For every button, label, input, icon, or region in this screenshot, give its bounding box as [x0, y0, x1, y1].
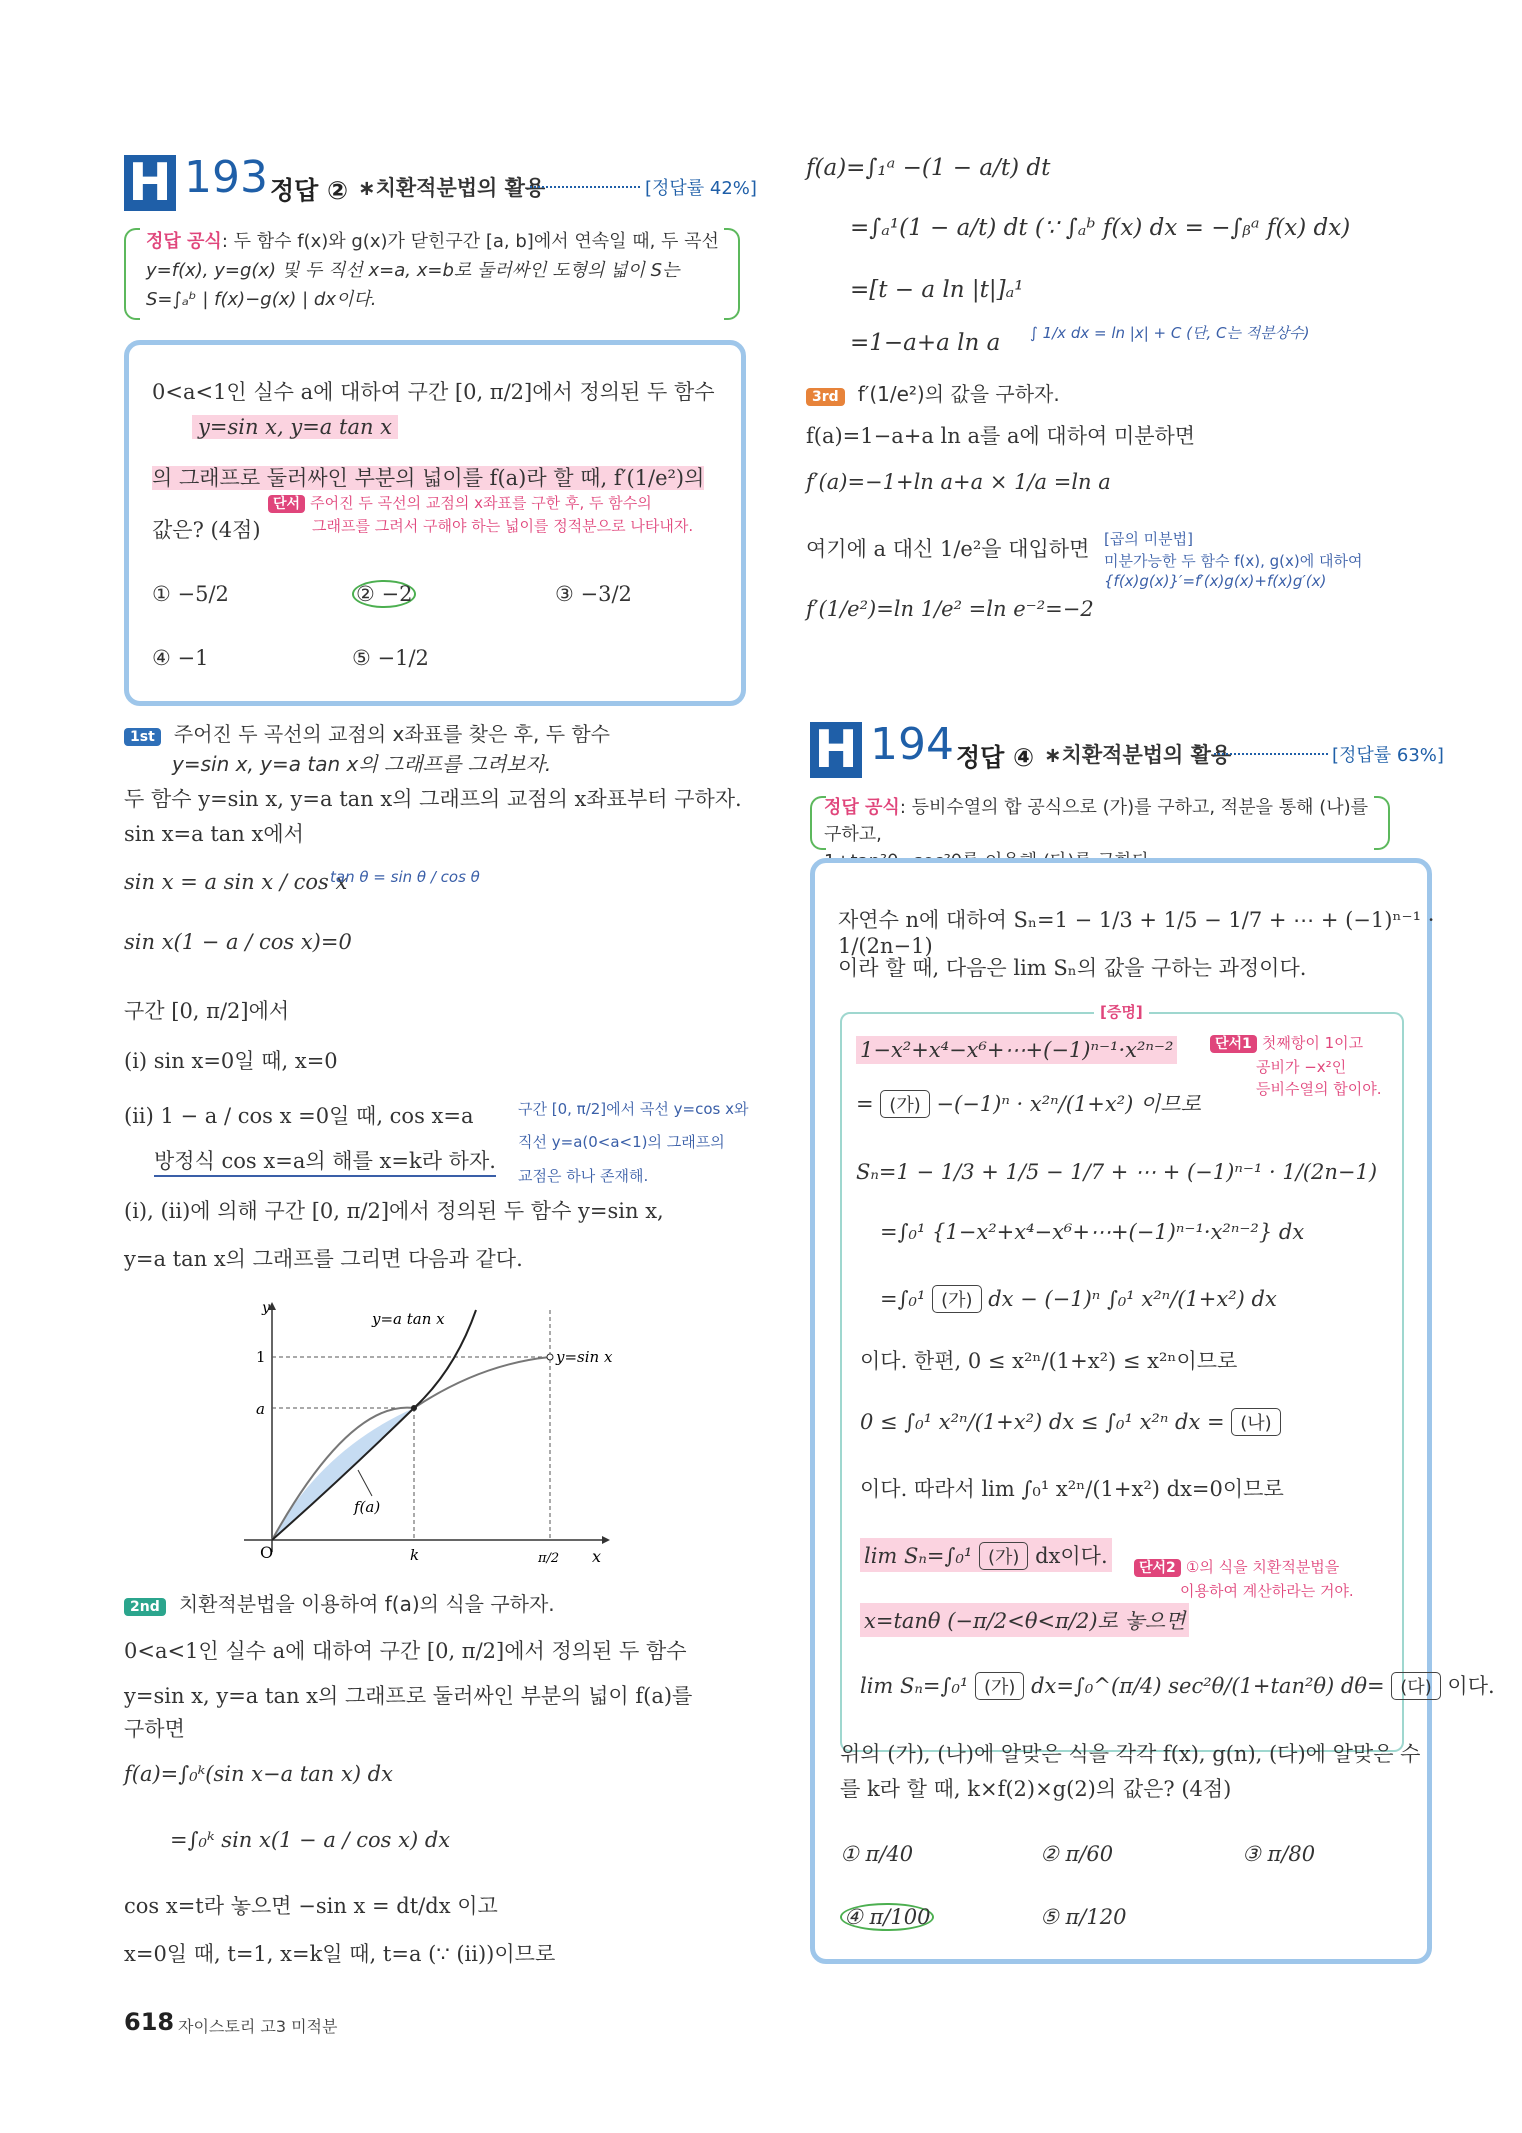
proof-line-7-start: 0 ≤ ∫₀¹ x²ⁿ/(1+x²) dx ≤ ∫₀¹ x²ⁿ dx =	[860, 1410, 1225, 1434]
choice-2-marked: ② −2	[352, 580, 416, 608]
step1-badge: 1st	[124, 728, 161, 746]
choice-194-3[interactable]: ③ π/80	[1242, 1842, 1316, 1866]
step2-title: 치환적분법을 이용하여 f(a)의 식을 구하자.	[178, 1592, 555, 1616]
formula-title-194: 정답 공식	[824, 797, 900, 818]
step1-title-2: y=sin x, y=a tan x의 그래프를 그려보자.	[172, 752, 552, 776]
choice-194-4-marked: ④ π/100	[840, 1903, 934, 1931]
proof-line-11-end: 이다.	[1447, 1674, 1495, 1698]
proof-line-9	[860, 1538, 1112, 1572]
tag1-note-1: 첫째항이 1이고	[1261, 1034, 1364, 1052]
accuracy-rate: [정답률 42%]	[645, 178, 757, 199]
function-graph	[230, 1290, 620, 1570]
problem-label-h: H	[124, 155, 176, 211]
proof-line-11	[860, 1670, 1495, 1700]
question-highlight: 의 그래프로 둘러싸인 부분의 넓이를 f(a)라 할 때, f′(1/e²)의	[152, 466, 705, 490]
step2-header	[124, 1588, 555, 1617]
proof-box	[840, 1012, 1404, 1752]
s2-line-3: 구하면	[124, 1717, 185, 1741]
choice-194-2[interactable]: ② π/60	[1040, 1842, 1114, 1866]
q194-line-1: 자연수 n에 대하여 Sₙ=1 − 1/3 + 1/5 − 1/7 + ⋯ + (−1)ⁿ⁻¹ · 1/(2n−1)	[838, 908, 1435, 958]
s3-line-3: 여기에 a 대신 1/e²을 대입하면	[806, 537, 1090, 561]
s3-note-1: [곱의 미분법]	[1104, 530, 1193, 548]
r-line-3: =[t − a ln |t|]ₐ¹	[850, 277, 1024, 303]
step3-badge: 3rd	[806, 388, 845, 406]
tag1-label: 단서1	[1210, 1035, 1257, 1053]
answer-label: 정답 ②	[270, 176, 349, 205]
s1-line-4: sin x(1 − a / cos x)=0	[124, 930, 352, 954]
s2-line-5: =∫₀ᵏ sin x(1 − a / cos x) dx	[170, 1828, 451, 1852]
s1-line-2: sin x=a tan x에서	[124, 822, 304, 846]
book-title: 자이스토리 고3 미적분	[178, 2017, 338, 2036]
s1-line-6: (i) sin x=0일 때, x=0	[124, 1049, 338, 1073]
s3-note-3: {f(x)g(x)}′=f′(x)g(x)+f(x)g′(x)	[1104, 572, 1327, 590]
formula-line-1-194: : 등비수열의 합 공식으로 (가)를 구하고, 적분을 통해 (나)를 구하고,	[824, 797, 1369, 845]
tag1-note-3: 등비수열의 합이야.	[1256, 1080, 1382, 1098]
proof-line-2	[856, 1088, 1201, 1118]
step2-badge: 2nd	[124, 1598, 166, 1616]
s2-line-1: 0<a<1인 실수 a에 대하여 구간 [0, π/2]에서 정의된 두 함수	[124, 1639, 687, 1663]
area-pointer	[358, 1470, 372, 1496]
proof-line-5-rest: dx − (−1)ⁿ ∫₀¹ x²ⁿ/(1+x²) dx	[988, 1287, 1277, 1311]
question-line-3	[152, 462, 704, 492]
formula-box-left	[124, 228, 140, 320]
problem-number-194: 194	[870, 719, 954, 770]
formula-title: 정답 공식	[146, 231, 222, 252]
accuracy-rate-194: [정답률 63%]	[1332, 745, 1444, 766]
formula-text	[146, 227, 726, 314]
proof-line-4: =∫₀¹ {1−x²+x⁴−x⁶+⋯+(−1)ⁿ⁻¹·x²ⁿ⁻²} dx	[880, 1220, 1305, 1244]
r-line-1: f(a)=∫₁ᵃ −(1 − a/t) dt	[806, 155, 1051, 181]
step3-title: f′(1/e²)의 값을 구하자.	[857, 382, 1060, 406]
question-line-1: 0<a<1인 실수 a에 대하여 구간 [0, π/2]에서 정의된 두 함수	[152, 380, 715, 404]
tag2	[1134, 1556, 1339, 1577]
graph-sin-label: y=sin x	[556, 1348, 613, 1366]
clue-note-1: 주어진 두 곡선의 교점의 x좌표를 구한 후, 두 함수의	[310, 494, 652, 512]
s1-line-10: y=a tan x의 그래프를 그리면 다음과 같다.	[124, 1247, 523, 1271]
clue-note-2: 그래프를 그려서 구해야 하는 넓이를 정적분으로 나타내자.	[312, 517, 694, 535]
s1-line-1: 두 함수 y=sin x, y=a tan x의 그래프의 교점의 x좌표부터 구하자.	[124, 787, 742, 811]
x-axis-arrow	[602, 1536, 610, 1544]
s1-note-tan: tan θ = sin θ / cos θ	[330, 868, 480, 886]
formula-line-1: : 두 함수 f(x)와 g(x)가 닫힌구간 [a, b]에서 연속일 때, 두 곡선	[221, 231, 719, 252]
blank-ga-1: (가)	[880, 1090, 929, 1118]
tag1-note-2: 공비가 −x²인	[1256, 1058, 1347, 1076]
choice-5[interactable]: ⑤ −1/2	[352, 646, 429, 670]
sin-curve	[272, 1357, 550, 1540]
question-line-4: 값은? (4점)	[152, 518, 261, 542]
proof-line-6: 이다. 한편, 0 ≤ x²ⁿ/(1+x²) ≤ x²ⁿ이므로	[860, 1349, 1238, 1373]
leader-dots	[530, 186, 640, 188]
step1-title-1: 주어진 두 곡선의 교점의 x좌표를 찾은 후, 두 함수	[173, 722, 611, 746]
s1-note-ii-2: 직선 y=a(0<a<1)의 그래프의	[518, 1133, 725, 1151]
clue-tag	[268, 492, 652, 513]
proof-line-5	[880, 1285, 1277, 1313]
s1-line-7: (ii) 1 − a / cos x =0일 때, cos x=a	[124, 1104, 474, 1128]
formula-line-3: S=∫ₐᵇ | f(x)−g(x) | dx이다.	[146, 289, 377, 310]
leader-dots-194	[1214, 753, 1328, 755]
proof-line-11-start: lim Sₙ=∫₀¹	[860, 1674, 969, 1698]
blank-ga-2: (가)	[932, 1285, 981, 1313]
tag2-label: 단서2	[1134, 1559, 1181, 1577]
tag2-note-2: 이용하여 계산하라는 거야.	[1180, 1582, 1354, 1600]
choice-4[interactable]: ④ −1	[152, 646, 209, 670]
graph-area-label: f(a)	[354, 1498, 381, 1516]
s1-line-5: 구간 [0, π/2]에서	[124, 999, 290, 1023]
s2-line-4: f(a)=∫₀ᵏ(sin x−a tan x) dx	[124, 1762, 393, 1786]
formula-line-2: y=f(x), y=g(x) 및 두 직선 x=a, x=b로 둘러싸인 도형의 넓이 S는	[146, 260, 680, 281]
proof-line-1: 1−x²+x⁴−x⁶+⋯+(−1)ⁿ⁻¹·x²ⁿ⁻²	[856, 1036, 1177, 1064]
choice-2[interactable]	[352, 582, 416, 606]
topic-label: ∗치환적분법의 활용	[358, 176, 546, 200]
blank-ga-3: (가)	[979, 1542, 1028, 1570]
proof-line-10: x=tanθ (−π/2<θ<π/2)로 놓으면	[860, 1603, 1189, 1637]
s3-line-4: f′(1/e²)=ln 1/e² =ln e⁻²=−2	[806, 597, 1094, 621]
proof-line-3: Sₙ=1 − 1/3 + 1/5 − 1/7 + ⋯ + (−1)ⁿ⁻¹ · 1/(2n−1)	[856, 1160, 1378, 1184]
r-note-integral: ∫ 1/x dx = ln |x| + C (단, C는 적분상수)	[1030, 324, 1310, 342]
r-line-4: =1−a+a ln a	[850, 330, 1001, 356]
graph-pi2: π/2	[538, 1551, 560, 1566]
graph-tan-label: y=a tan x	[372, 1310, 445, 1328]
tag1	[1210, 1032, 1363, 1053]
s1-note-ii-3: 교점은 하나 존재해.	[518, 1167, 649, 1185]
graph-y-label: y	[262, 1300, 270, 1316]
graph-one: 1	[256, 1348, 266, 1366]
s1-note-ii-1: 구간 [0, π/2]에서 곡선 y=cos x와	[518, 1100, 749, 1118]
proof-title: [증명]	[1094, 1001, 1149, 1022]
page-number: 618	[124, 2008, 175, 2036]
proof-line-2-rest: −(−1)ⁿ · x²ⁿ/(1+x²) 이므로	[936, 1092, 1201, 1116]
topic-label-194: ∗치환적분법의 활용	[1044, 743, 1232, 767]
q194-line-4: 를 k라 할 때, k×f(2)×g(2)의 값은? (4점)	[840, 1777, 1232, 1801]
graph-a: a	[256, 1400, 265, 1418]
r-line-2: =∫ₐ¹(1 − a/t) dt (∵ ∫ₐᵇ f(x) dx = −∫ᵦᵃ f(x) dx)	[850, 215, 1351, 241]
q194-line-2: 이라 할 때, 다음은 lim Sₙ의 값을 구하는 과정이다.	[838, 956, 1307, 980]
graph-origin: O	[260, 1543, 274, 1562]
s2-line-7: x=0일 때, t=1, x=k일 때, t=a (∵ (ii))이므로	[124, 1942, 556, 1966]
s3-line-1: f(a)=1−a+a ln a를 a에 대하여 미분하면	[806, 424, 1196, 448]
graph-k: k	[410, 1546, 420, 1564]
s2-line-6: cos x=t라 놓으면 −sin x = dt/dx 이고	[124, 1894, 498, 1918]
answer-label-194: 정답 ④	[956, 743, 1035, 772]
proof-line-9-rest: dx이다.	[1035, 1544, 1108, 1568]
proof-line-2-eq: =	[856, 1092, 874, 1116]
q194-line-3: 위의 (가), (나)에 알맞은 식을 각각 f(x), g(n), (다)에 알맞은 수	[840, 1742, 1421, 1766]
clue-tag-label: 단서	[268, 495, 305, 513]
formula-box-right	[724, 228, 740, 320]
blank-ga-4: (가)	[975, 1672, 1024, 1700]
proof-line-7	[860, 1408, 1281, 1436]
s3-line-2: f′(a)=−1+ln a+a × 1/a =ln a	[806, 470, 1111, 494]
s3-note-2: 미분가능한 두 함수 f(x), g(x)에 대하여	[1104, 552, 1363, 570]
step1-header	[124, 718, 610, 747]
problem-number: 193	[184, 152, 268, 203]
s1-line-9: (i), (ii)에 의해 구간 [0, π/2]에서 정의된 두 함수 y=sin x,	[124, 1199, 664, 1223]
blank-na-1: (나)	[1231, 1408, 1280, 1436]
blank-da-1: (다)	[1391, 1672, 1440, 1700]
step3-header	[806, 378, 1060, 407]
s1-line-3: sin x = a sin x / cos x	[124, 870, 348, 894]
choice-194-5[interactable]: ⑤ π/120	[1040, 1905, 1127, 1929]
choice-1[interactable]: ① −5/2	[152, 582, 229, 606]
question-functions: y=sin x, y=a tan x	[192, 415, 398, 439]
s2-line-2: y=sin x, y=a tan x의 그래프로 둘러싸인 부분의 넓이 f(a)를	[124, 1684, 693, 1708]
sin-endpoint	[547, 1354, 553, 1360]
proof-line-5-start: =∫₀¹	[880, 1287, 926, 1311]
tag2-note-1: ①의 식을 치환적분법을	[1185, 1558, 1340, 1576]
graph-x-label: x	[592, 1547, 602, 1566]
proof-line-11-mid: dx=∫₀^(π/4) sec²θ/(1+tan²θ) dθ=	[1031, 1674, 1385, 1698]
intersection-point	[411, 1405, 417, 1411]
proof-line-8: 이다. 따라서 lim ∫₀¹ x²ⁿ/(1+x²) dx=0이므로	[860, 1477, 1284, 1501]
proof-line-9-start: lim Sₙ=∫₀¹	[864, 1544, 973, 1568]
choice-194-1[interactable]: ① π/40	[840, 1842, 914, 1866]
problem-label-h-194: H	[810, 722, 862, 778]
choice-194-4[interactable]	[840, 1905, 934, 1929]
choice-3[interactable]: ③ −3/2	[555, 582, 632, 606]
s1-line-8: 방정식 cos x=a의 해를 x=k라 하자.	[154, 1145, 496, 1177]
